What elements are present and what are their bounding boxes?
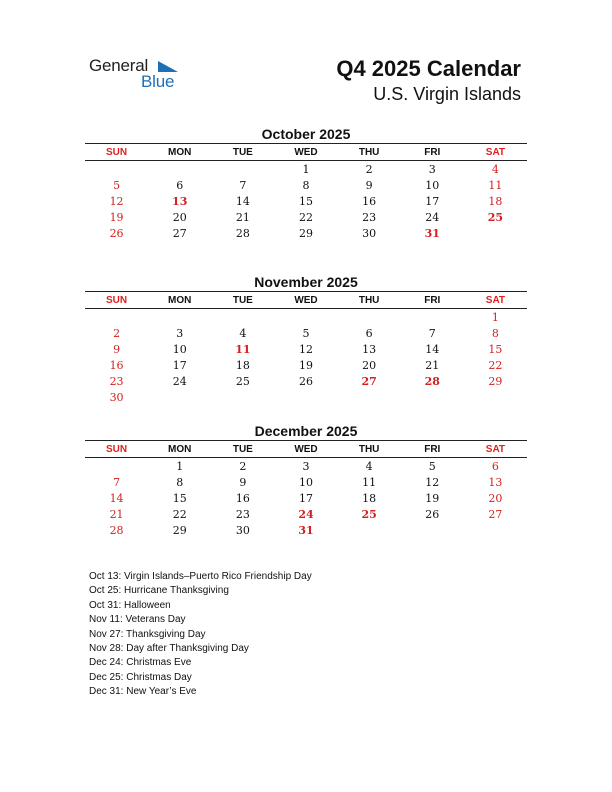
day-cell: 29: [298, 226, 313, 240]
week-row: [85, 161, 527, 177]
week-row: [85, 341, 527, 357]
day-cell: 8: [176, 475, 184, 489]
weekday-label: THU: [358, 443, 380, 455]
day-cell: 20: [172, 210, 187, 224]
week-row: [85, 209, 527, 225]
day-cell: 17: [298, 491, 313, 505]
holiday-item: Oct 31: Halloween: [89, 599, 171, 611]
week-row: [85, 325, 527, 341]
holiday-item: Oct 25: Hurricane Thanksgiving: [89, 585, 229, 597]
day-cell: 25: [361, 507, 377, 521]
day-cell: 16: [109, 358, 124, 372]
day-cell: 21: [425, 358, 440, 372]
day-cell: 7: [113, 475, 121, 489]
day-cell: 4: [491, 162, 499, 176]
weekday-label: THU: [358, 294, 380, 306]
day-cell: 10: [172, 342, 187, 356]
day-cell: 23: [235, 507, 250, 521]
day-cell: 30: [109, 390, 124, 404]
holiday-item: Dec 24: Christmas Eve: [89, 657, 192, 669]
page-subtitle: U.S. Virgin Islands: [373, 84, 521, 104]
week-row: [85, 474, 527, 490]
day-cell: 25: [487, 210, 504, 224]
day-cell: 2: [113, 326, 121, 340]
day-cell: 16: [235, 491, 250, 505]
day-cell: 20: [362, 358, 377, 372]
day-cell: 13: [172, 194, 188, 208]
generalblue-logo: [89, 56, 189, 96]
day-cell: 22: [172, 507, 187, 521]
day-cell: 5: [302, 326, 310, 340]
day-cell: 24: [172, 374, 187, 388]
day-cell: 26: [109, 226, 124, 240]
day-cell: 22: [488, 358, 503, 372]
weekday-label: TUE: [232, 443, 253, 455]
week-row: [85, 490, 527, 506]
day-cell: 3: [302, 459, 310, 473]
day-cell: 24: [425, 210, 440, 224]
holiday-item: Dec 25: Christmas Day: [89, 671, 192, 683]
day-cell: 10: [425, 178, 440, 192]
month-calendar: [85, 422, 527, 538]
day-cell: 23: [109, 374, 124, 388]
day-cell: 18: [362, 491, 377, 505]
week-row: [85, 225, 527, 241]
holiday-item: Oct 13: Virgin Islands–Puerto Rico Friendship Day: [89, 571, 312, 582]
day-cell: 16: [362, 194, 377, 208]
day-cell: 6: [176, 178, 184, 192]
week-row: [85, 177, 527, 193]
day-cell: 2: [365, 162, 373, 176]
day-cell: 23: [362, 210, 377, 224]
day-cell: 27: [172, 226, 187, 240]
day-cell: 29: [488, 374, 503, 388]
day-cell: 19: [109, 210, 124, 224]
day-cell: 17: [425, 194, 440, 208]
day-cell: 22: [298, 210, 313, 224]
day-cell: 29: [172, 523, 187, 537]
day-cell: 20: [488, 491, 503, 505]
weekday-label: SUN: [106, 443, 128, 455]
day-cell: 8: [491, 326, 499, 340]
day-cell: 1: [302, 162, 310, 176]
day-cell: 31: [298, 523, 314, 537]
week-row: [85, 309, 527, 325]
month-calendar: [85, 125, 527, 241]
weekday-label: MON: [168, 443, 192, 455]
day-cell: 27: [488, 507, 503, 521]
day-cell: 15: [172, 491, 187, 505]
week-row: [85, 458, 527, 474]
day-cell: 11: [235, 342, 251, 356]
weekday-label: MON: [168, 294, 192, 306]
logo-word-blue: Blue: [141, 72, 175, 91]
weekday-label: WED: [294, 146, 318, 158]
logo-triangle-icon: [158, 61, 178, 72]
weekday-header: [85, 143, 527, 161]
page-title: Q4 2025 Calendar: [336, 56, 521, 81]
day-cell: 19: [298, 358, 313, 372]
weekday-label: WED: [294, 443, 318, 455]
day-cell: 12: [425, 475, 440, 489]
weekday-label: FRI: [424, 294, 441, 306]
day-cell: 28: [235, 226, 250, 240]
day-cell: 21: [109, 507, 124, 521]
day-cell: 30: [362, 226, 377, 240]
weekday-label: TUE: [232, 294, 253, 306]
month-title: November 2025: [254, 274, 358, 290]
weekday-label: SAT: [485, 294, 506, 306]
day-cell: 26: [425, 507, 440, 521]
day-cell: 28: [109, 523, 124, 537]
weekday-label: FRI: [424, 146, 441, 158]
holiday-list: [89, 570, 312, 700]
month-title: December 2025: [254, 423, 358, 439]
day-cell: 9: [239, 475, 247, 489]
day-cell: 25: [235, 374, 250, 388]
day-cell: 26: [298, 374, 313, 388]
week-row: [85, 357, 527, 373]
weekday-label: SUN: [106, 146, 128, 158]
weekday-label: TUE: [232, 146, 253, 158]
day-cell: 11: [488, 178, 503, 192]
day-cell: 30: [235, 523, 250, 537]
day-cell: 21: [235, 210, 250, 224]
day-cell: 5: [113, 178, 121, 192]
day-cell: 6: [365, 326, 373, 340]
day-cell: 12: [298, 342, 313, 356]
day-cell: 14: [235, 194, 250, 208]
day-cell: 8: [302, 178, 310, 192]
weekday-label: SUN: [106, 294, 128, 306]
week-row: [85, 373, 527, 389]
day-cell: 28: [424, 374, 440, 388]
logo-word-general: General: [89, 56, 149, 75]
day-cell: 7: [239, 178, 247, 192]
day-cell: 7: [428, 326, 436, 340]
day-cell: 19: [425, 491, 440, 505]
holiday-item: Dec 31: New Year’s Eve: [89, 686, 197, 698]
weekday-label: SAT: [485, 443, 506, 455]
day-cell: 5: [428, 459, 436, 473]
day-cell: 3: [176, 326, 184, 340]
day-cell: 12: [109, 194, 124, 208]
day-cell: 13: [362, 342, 377, 356]
weekday-label: MON: [168, 146, 192, 158]
day-cell: 1: [491, 310, 499, 324]
day-cell: 18: [235, 358, 250, 372]
weekday-label: WED: [294, 294, 318, 306]
weekday-label: FRI: [424, 443, 441, 455]
day-cell: 15: [298, 194, 313, 208]
holiday-item: Nov 11: Veterans Day: [89, 614, 186, 626]
week-row: [85, 193, 527, 209]
weekday-label: SAT: [485, 146, 506, 158]
day-cell: 27: [361, 374, 377, 388]
weekday-label: THU: [358, 146, 380, 158]
weekday-header: [85, 440, 527, 458]
day-cell: 14: [425, 342, 440, 356]
holiday-item: Nov 27: Thanksgiving Day: [89, 628, 206, 640]
week-row: [85, 522, 527, 538]
week-row: [85, 389, 527, 405]
day-cell: 1: [176, 459, 184, 473]
day-cell: 31: [424, 226, 440, 240]
day-cell: 24: [298, 507, 314, 521]
day-cell: 6: [491, 459, 499, 473]
day-cell: 11: [362, 475, 377, 489]
week-row: [85, 506, 527, 522]
holiday-item: Nov 28: Day after Thanksgiving Day: [89, 642, 249, 654]
month-calendar: [85, 273, 527, 405]
weekday-header: [85, 291, 527, 309]
day-cell: 10: [298, 475, 313, 489]
day-cell: 18: [488, 194, 503, 208]
day-cell: 17: [172, 358, 187, 372]
day-cell: 4: [365, 459, 373, 473]
day-cell: 9: [113, 342, 121, 356]
day-cell: 15: [488, 342, 503, 356]
day-cell: 3: [428, 162, 436, 176]
day-cell: 2: [239, 459, 247, 473]
day-cell: 4: [239, 326, 247, 340]
day-cell: 9: [365, 178, 373, 192]
day-cell: 13: [488, 475, 503, 489]
month-title: October 2025: [261, 126, 351, 142]
day-cell: 14: [109, 491, 124, 505]
